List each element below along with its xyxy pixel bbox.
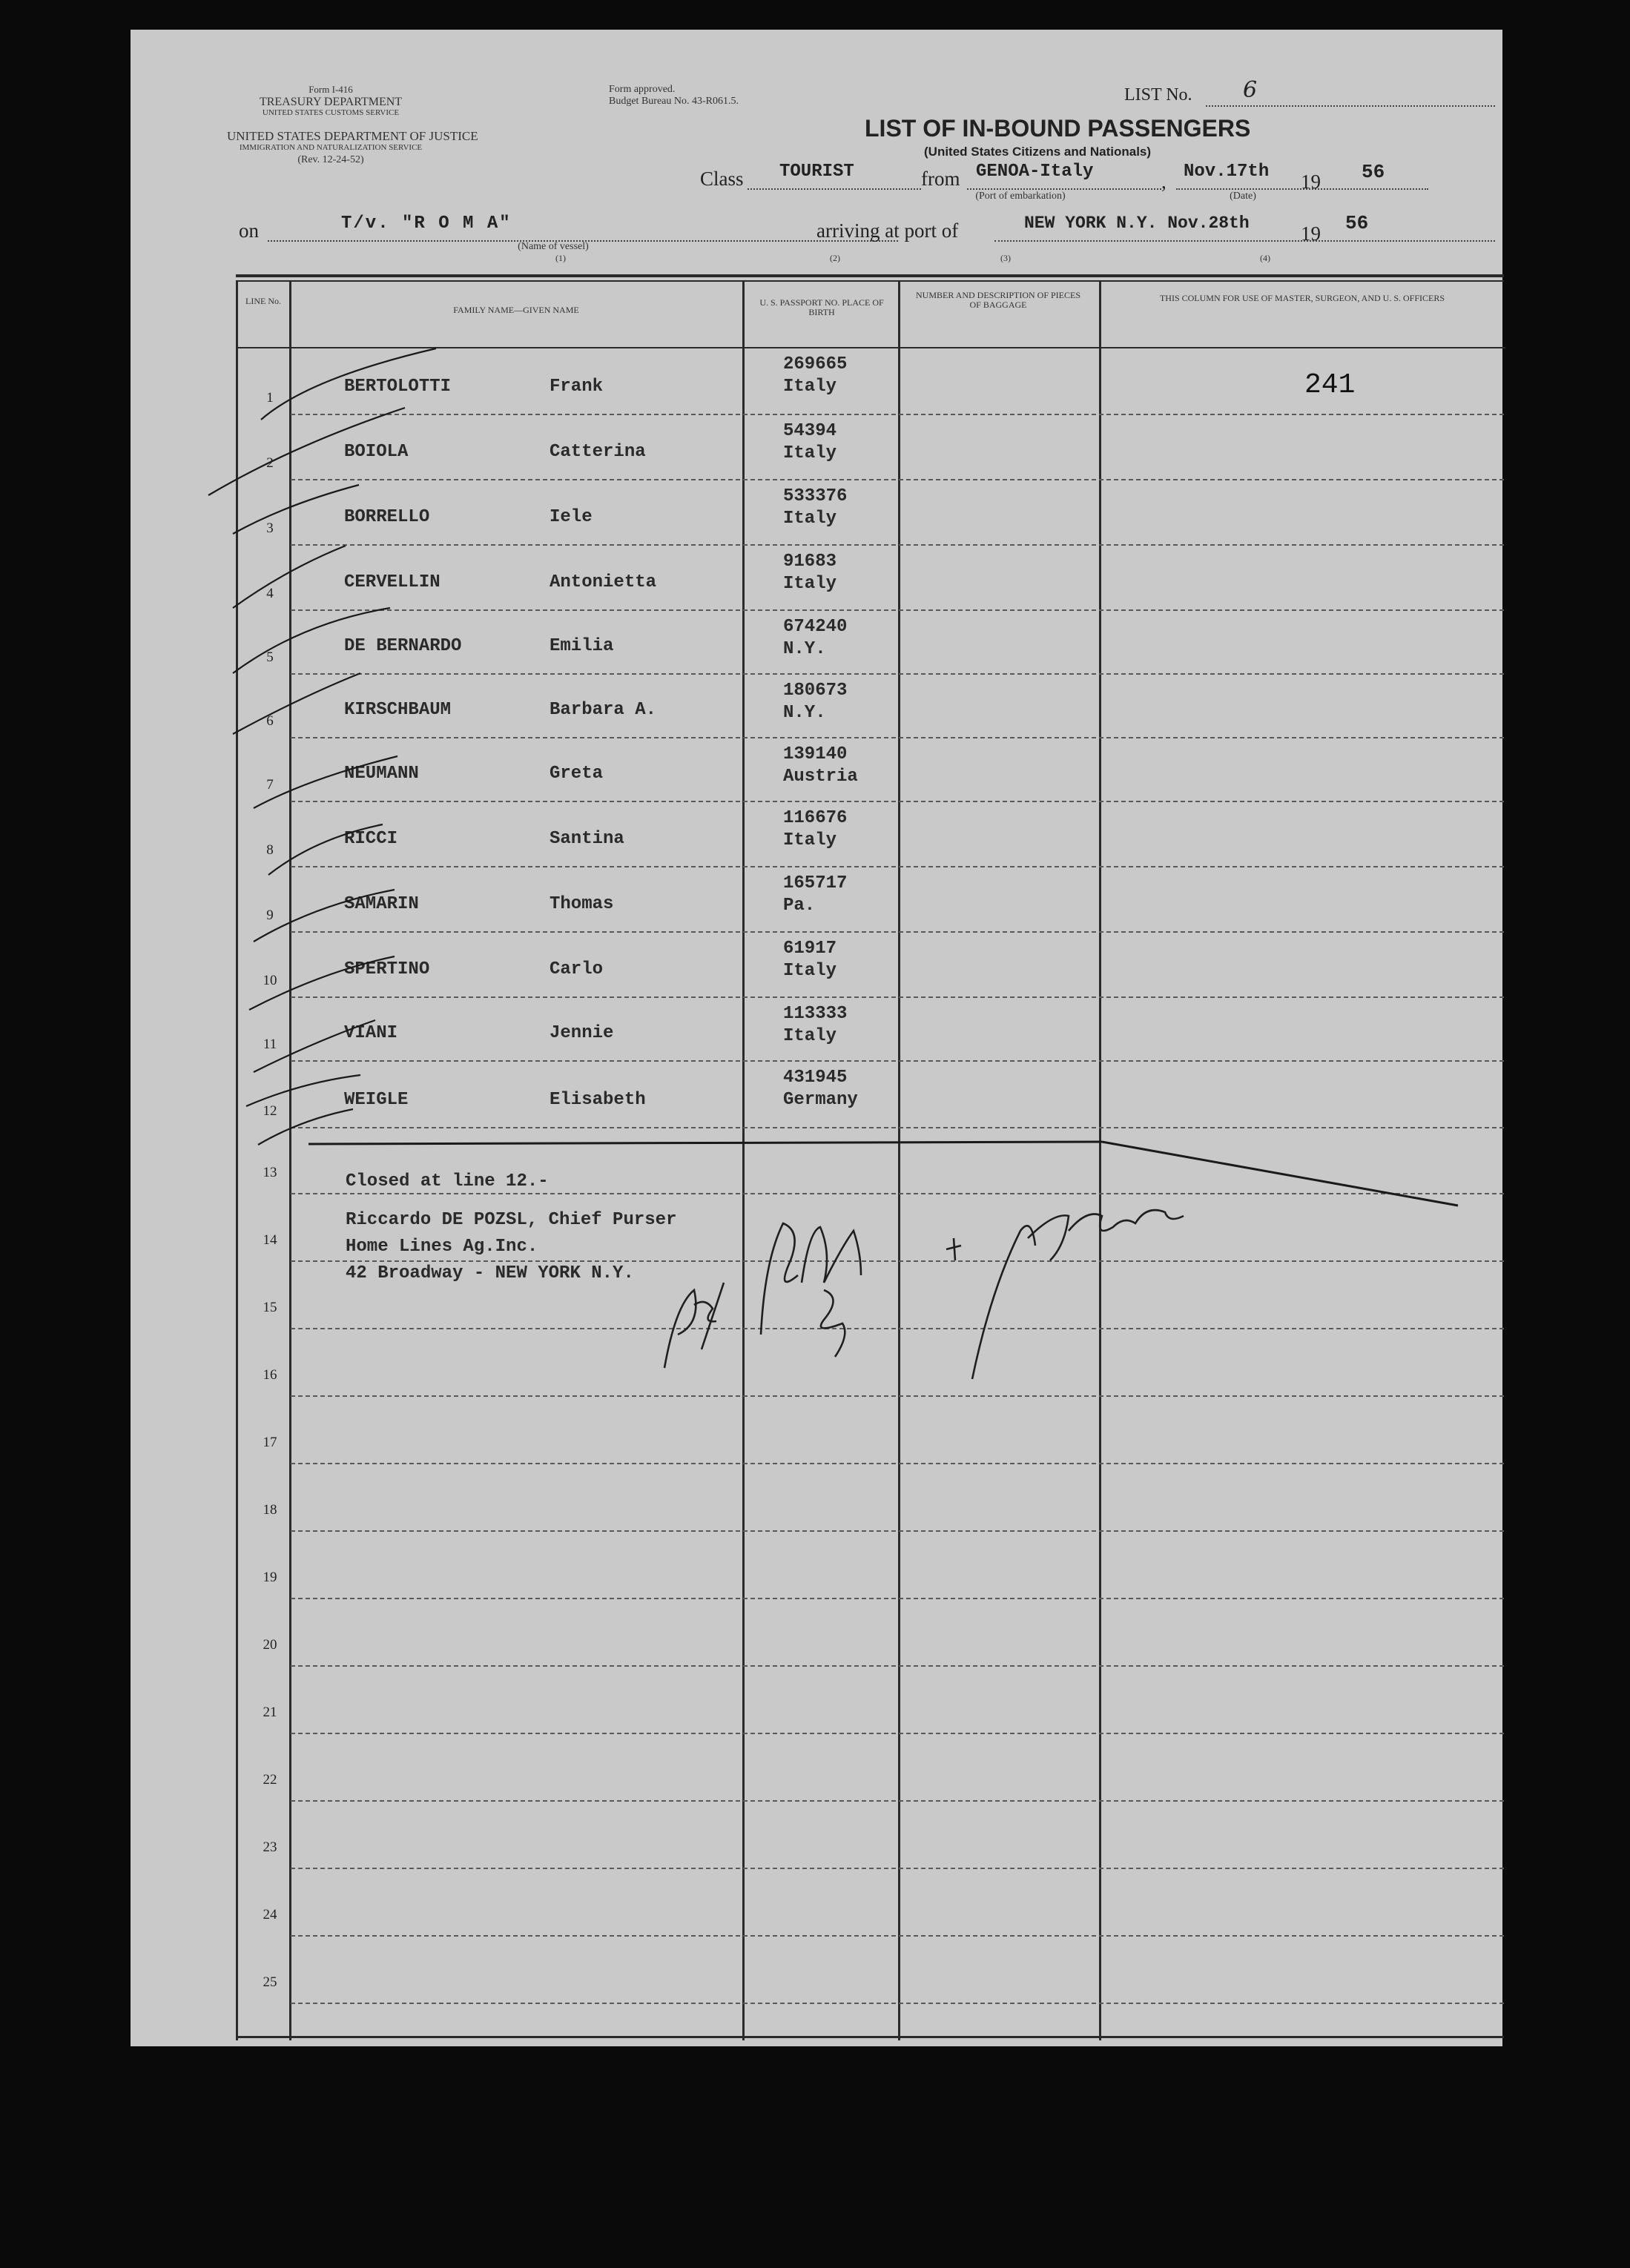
- place-of-birth: Italy: [783, 1026, 837, 1046]
- arrival-port-date: NEW YORK N.Y. Nov.28th: [1024, 214, 1250, 233]
- line-number: 14: [263, 1232, 277, 1248]
- treasury-dept: TREASURY DEPARTMENT: [259, 96, 403, 108]
- given-name: Antonietta: [550, 572, 657, 592]
- arrival-year: 56: [1345, 212, 1369, 234]
- col-header-baggage: NUMBER AND DESCRIPTION OF PIECES OF BAGGAGE: [915, 290, 1081, 311]
- given-name: Greta: [550, 764, 604, 784]
- place-of-birth: Pa.: [783, 896, 816, 916]
- place-of-birth: Italy: [783, 377, 837, 397]
- on-label: on: [239, 219, 259, 242]
- given-name: Elisabeth: [550, 1090, 646, 1110]
- col-caption-1: (1): [555, 253, 566, 263]
- given-name: Thomas: [550, 894, 614, 914]
- line-number: 16: [263, 1367, 277, 1383]
- embark-year: 56: [1362, 161, 1385, 183]
- family-name: BORRELLO: [344, 507, 430, 527]
- justice-dept: UNITED STATES DEPARTMENT OF JUSTICE: [227, 129, 478, 143]
- passport-number: 674240: [783, 617, 848, 637]
- line-number: 23: [263, 1839, 277, 1855]
- vessel-name: T/v. "R O M A": [341, 214, 512, 234]
- vessel-caption: (Name of vessel): [518, 241, 589, 252]
- family-name: DE BERNARDO: [344, 636, 462, 656]
- place-of-birth: Germany: [783, 1090, 858, 1110]
- line-number: 17: [263, 1435, 277, 1450]
- col-caption-3: (3): [1000, 253, 1011, 263]
- line-number: 13: [263, 1165, 277, 1180]
- given-name: Santina: [550, 829, 624, 849]
- line-number: 20: [263, 1637, 277, 1653]
- passport-number: 54394: [783, 421, 837, 441]
- class-value: TOURIST: [779, 162, 854, 182]
- passport-number: 91683: [783, 552, 837, 572]
- family-name: KIRSCHBAUM: [344, 700, 452, 720]
- place-of-birth: Italy: [783, 961, 837, 981]
- address-line: 42 Broadway - NEW YORK N.Y.: [346, 1263, 634, 1283]
- list-label: LIST No.: [1124, 85, 1192, 105]
- col-header-officers: THIS COLUMN FOR USE OF MASTER, SURGEON, AND U. S. OFFICERS: [1159, 293, 1445, 303]
- col-header-name: FAMILY NAME—GIVEN NAME: [453, 305, 579, 315]
- family-name: RICCI: [344, 829, 398, 849]
- page-title: LIST OF IN-BOUND PASSENGERS: [865, 115, 1251, 142]
- port-caption: (Port of embarkation): [975, 191, 1066, 202]
- line-number: 11: [263, 1037, 277, 1052]
- agency-line: Home Lines Ag.Inc.: [346, 1237, 538, 1257]
- col-caption-2: (2): [830, 253, 840, 263]
- from-value: GENOA-Italy: [976, 162, 1094, 182]
- form-number: Form I-416: [308, 84, 353, 95]
- passport-number: 431945: [783, 1068, 848, 1088]
- given-name: Barbara A.: [550, 700, 657, 720]
- family-name: VIANI: [344, 1023, 398, 1043]
- place-of-birth: N.Y.: [783, 703, 826, 723]
- passport-number: 165717: [783, 873, 848, 893]
- year-prefix: 19: [1301, 171, 1321, 193]
- from-label: from: [921, 168, 960, 190]
- col-header-line: LINE No.: [245, 296, 281, 306]
- given-name: Carlo: [550, 959, 604, 979]
- line-number: 24: [263, 1907, 277, 1922]
- place-of-birth: Austria: [783, 767, 858, 787]
- customs-service: UNITED STATES CUSTOMS SERVICE: [262, 108, 400, 117]
- line-number: 9: [266, 907, 274, 923]
- handwritten-marks: [131, 30, 1502, 2046]
- from-comma: ,: [1161, 171, 1167, 193]
- place-of-birth: Italy: [783, 574, 837, 594]
- place-of-birth: Italy: [783, 830, 837, 850]
- revision: (Rev. 12-24-52): [297, 154, 364, 165]
- budget-bureau: Budget Bureau No. 43-R061.5.: [609, 96, 739, 107]
- line-number: 6: [266, 713, 274, 729]
- family-name: BERTOLOTTI: [344, 377, 452, 397]
- place-of-birth: Italy: [783, 509, 837, 529]
- passport-number: 61917: [783, 939, 837, 959]
- family-name: WEIGLE: [344, 1090, 409, 1110]
- line-number: 10: [263, 973, 277, 988]
- closed-line: Closed at line 12.-: [346, 1171, 549, 1191]
- family-name: NEUMANN: [344, 764, 419, 784]
- closing-rules: [308, 1142, 1458, 1206]
- passport-number: 116676: [783, 808, 848, 828]
- place-of-birth: N.Y.: [783, 639, 826, 659]
- line-number: 5: [266, 649, 274, 665]
- line-number: 3: [266, 520, 274, 536]
- col-header-passport: U. S. PASSPORT NO. PLACE OF BIRTH: [759, 297, 884, 318]
- class-label: Class: [700, 168, 744, 190]
- family-name: SAMARIN: [344, 894, 419, 914]
- line-number: 21: [263, 1705, 277, 1720]
- given-name: Iele: [550, 507, 593, 527]
- page-subtitle: (United States Citizens and Nationals): [924, 145, 1152, 159]
- line-number: 12: [263, 1103, 277, 1119]
- given-name: Emilia: [550, 636, 614, 656]
- line-number: 1: [266, 390, 274, 406]
- line-number: 2: [266, 455, 274, 471]
- ins-service: IMMIGRATION AND NATURALIZATION SERVICE: [239, 143, 423, 152]
- passport-number: 113333: [783, 1004, 848, 1024]
- embark-date: Nov.17th: [1184, 162, 1270, 182]
- passport-number: 139140: [783, 744, 848, 764]
- row-check-marks: [208, 348, 436, 1145]
- date-caption: (Date): [1230, 191, 1256, 202]
- family-name: BOIOLA: [344, 442, 409, 462]
- family-name: CERVELLIN: [344, 572, 441, 592]
- given-name: Catterina: [550, 442, 646, 462]
- arrival-year-prefix: 19: [1301, 222, 1321, 245]
- line-number: 15: [263, 1300, 277, 1315]
- line-number: 18: [263, 1502, 277, 1518]
- purser-line: Riccardo DE POZSL, Chief Purser: [346, 1210, 677, 1230]
- form-approved: Form approved.: [609, 84, 676, 95]
- officer-number: 241: [1304, 369, 1356, 401]
- place-of-birth: Italy: [783, 443, 837, 463]
- line-number: 19: [263, 1570, 277, 1585]
- col-caption-4: (4): [1260, 253, 1270, 263]
- line-number: 22: [263, 1772, 277, 1788]
- inspector-signature: [664, 1210, 1184, 1379]
- line-number: 4: [266, 586, 274, 601]
- arriving-label: arriving at port of: [816, 219, 959, 242]
- family-name: SPERTINO: [344, 959, 430, 979]
- passport-number: 180673: [783, 681, 848, 701]
- line-number: 7: [266, 777, 274, 793]
- manifest-sheet: [131, 30, 1502, 2046]
- line-number: 25: [263, 1974, 277, 1990]
- list-number: 6: [1243, 77, 1258, 103]
- passport-number: 533376: [783, 486, 848, 506]
- given-name: Frank: [550, 377, 604, 397]
- passport-number: 269665: [783, 354, 848, 374]
- line-number: 8: [266, 842, 274, 858]
- given-name: Jennie: [550, 1023, 614, 1043]
